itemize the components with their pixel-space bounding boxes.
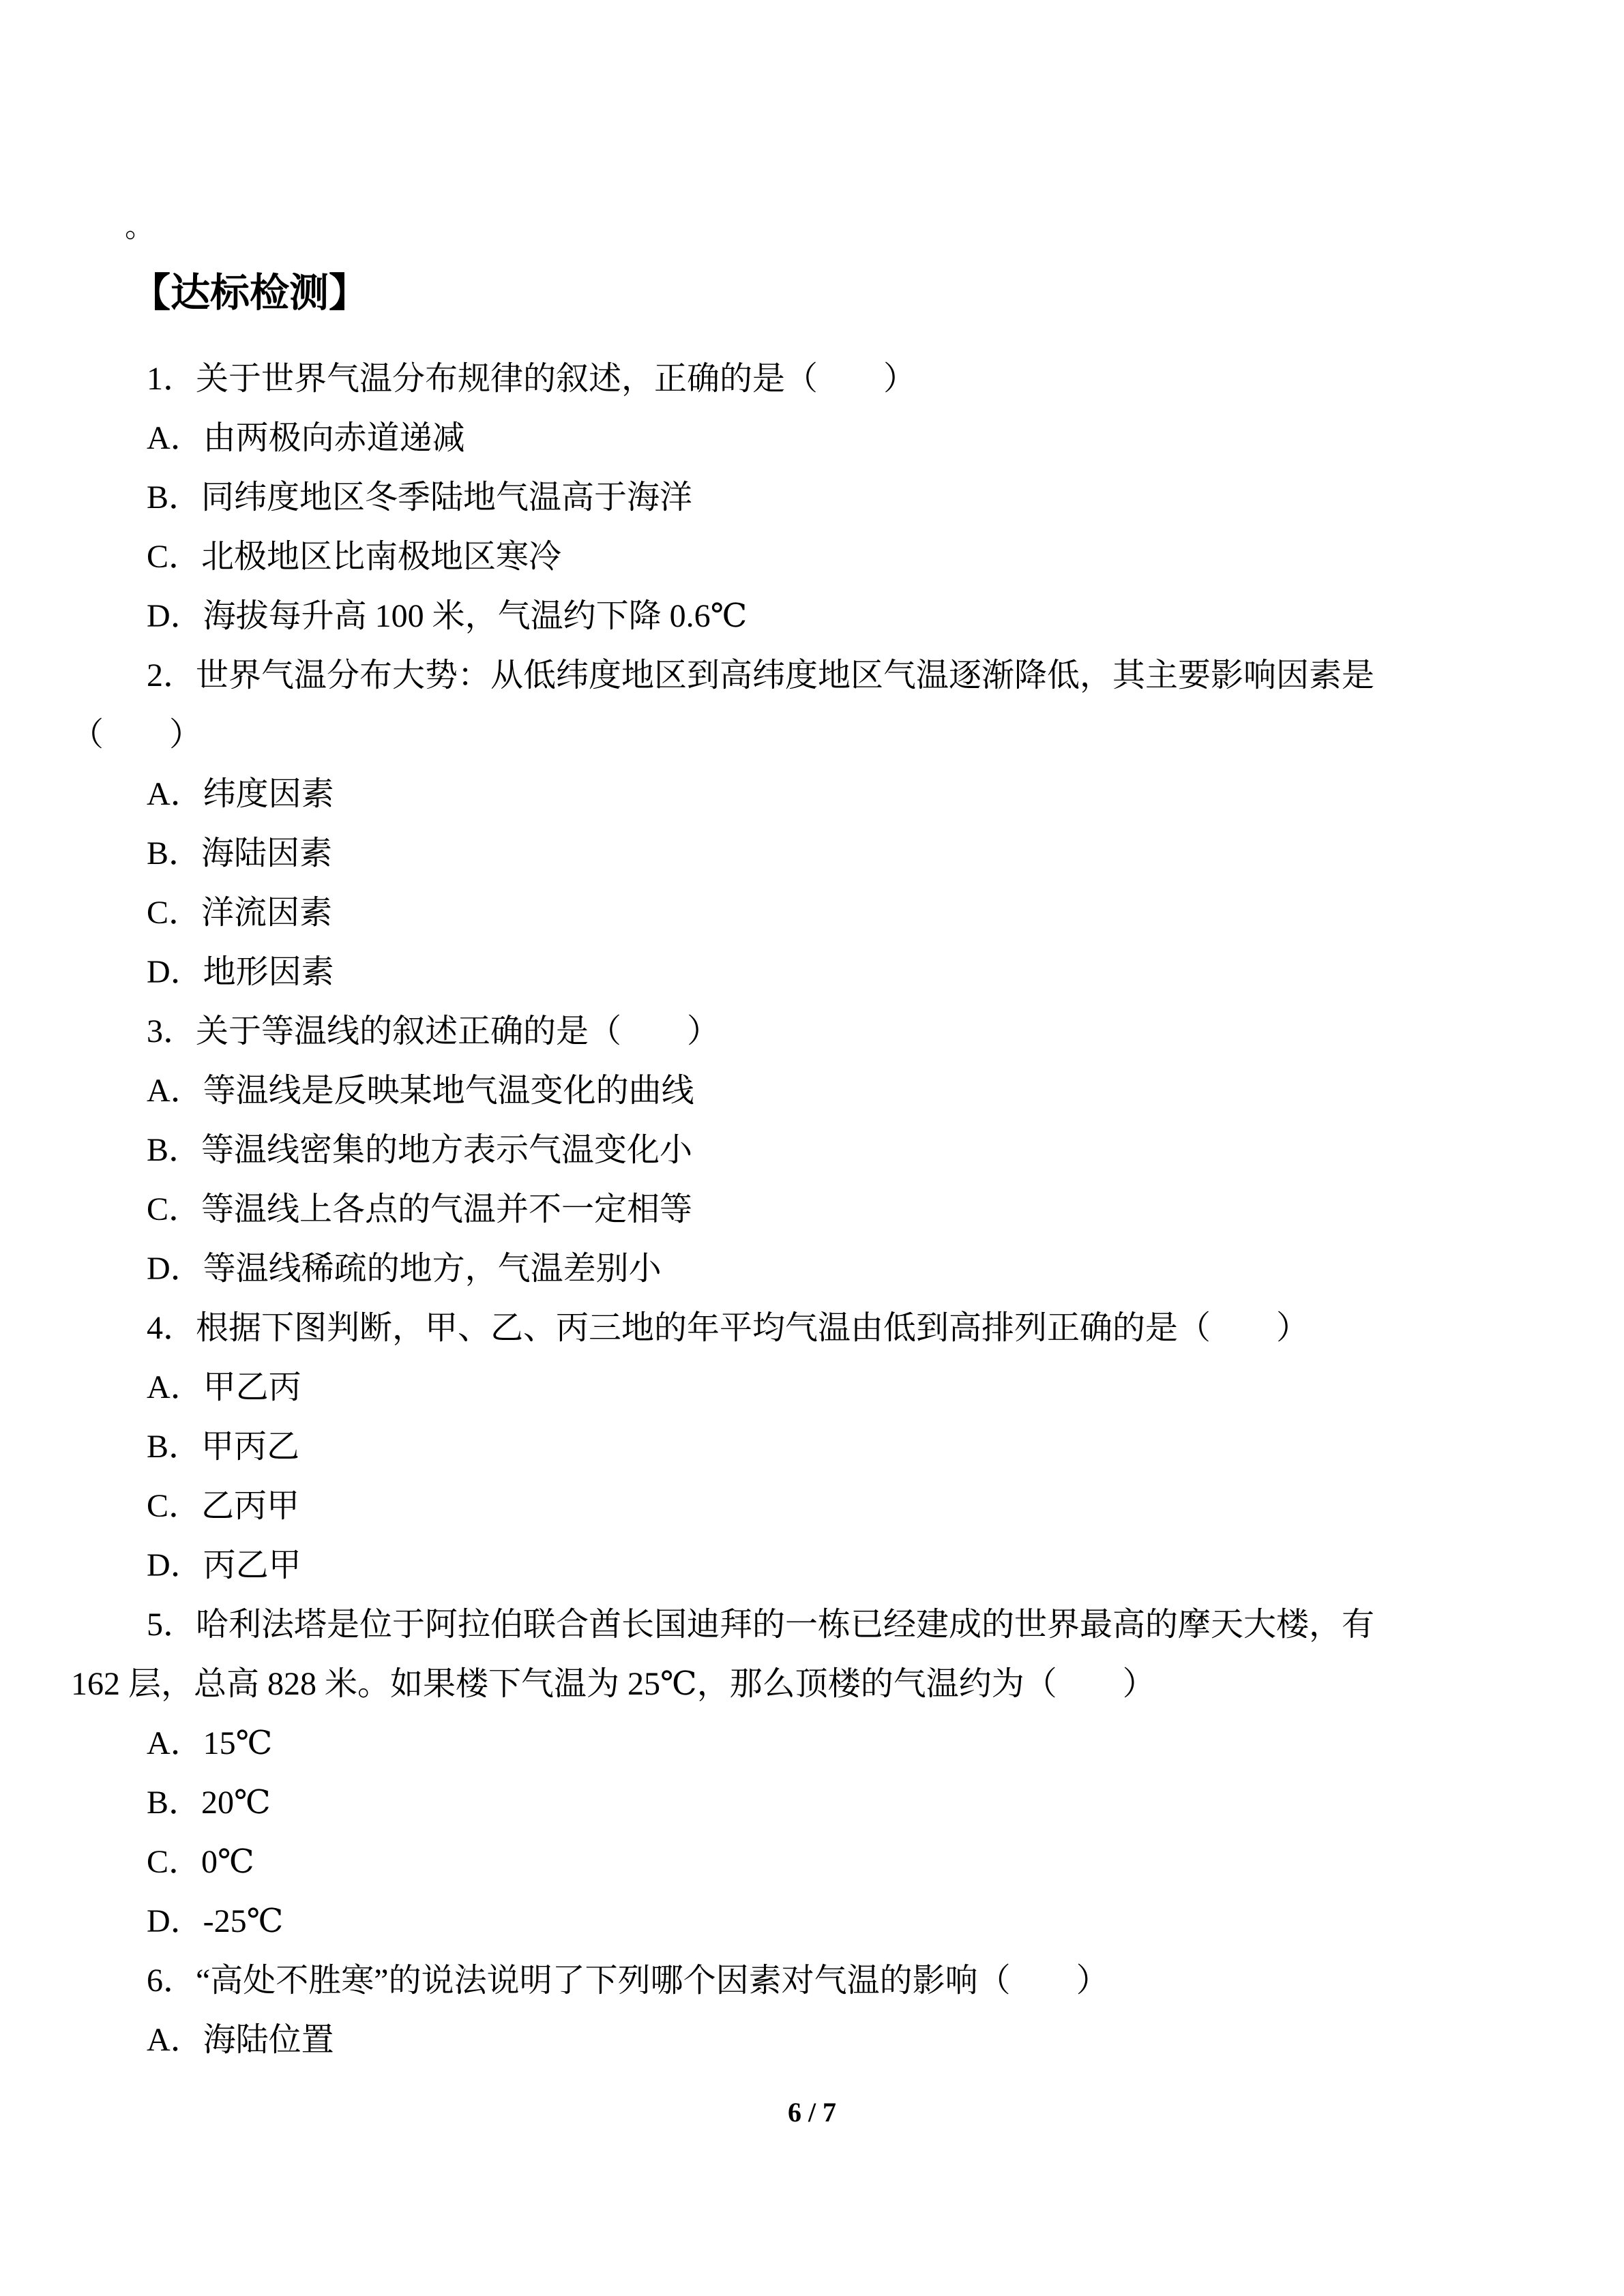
option-text: -25℃ [203,1903,284,1939]
question-3-stem-line-1: 3．关于等温线的叙述正确的是（ ） [147,1013,720,1049]
option-text: 等温线密集的地方表示气温变化小 [201,1132,693,1168]
question-1-option-D [71,586,1556,646]
question-4 [71,1298,1556,1595]
question-2 [71,646,1556,1002]
question-4-option-B [71,1417,1556,1476]
option-label: B． [147,1429,202,1465]
option-label: A． [147,1725,203,1761]
option-label: A． [147,776,203,812]
question-3-option-B [71,1120,1556,1180]
question-6 [71,1951,1556,2070]
page-number-indicator: 6 / 7 [787,2097,837,2128]
option-label: A． [147,2022,203,2058]
question-5-stem-line-1: 5．哈利法塔是位于阿拉伯联合酋长国迪拜的一栋已经建成的世界最高的摩天大楼，有 [147,1607,1375,1643]
question-2-option-D [71,942,1556,1002]
question-5-option-A [71,1714,1556,1773]
question-1 [71,349,1556,646]
question-3-option-D [71,1239,1556,1298]
option-label: B． [147,835,202,871]
option-label: D． [147,1251,203,1287]
option-text: 地形因素 [203,954,334,990]
section-heading: 【达标检测】 [131,271,369,315]
question-4-option-D [71,1536,1556,1595]
option-text: 甲丙乙 [201,1429,300,1465]
option-text: 等温线是反映某地气温变化的曲线 [203,1073,694,1109]
question-2-option-C [71,883,1556,942]
option-text: 20℃ [201,1785,271,1821]
option-label: C． [147,1844,202,1880]
option-text: 0℃ [201,1844,254,1880]
option-label: B． [147,479,202,516]
question-3-option-C [71,1180,1556,1239]
question-5-option-C [71,1832,1556,1892]
option-label: A． [147,420,203,456]
option-text: 由两极向赤道递减 [203,420,465,456]
question-5-stem-line-2: 162 层，总高 828 米。如果楼下气温为 25℃，那么顶楼的气温约为（ ） [71,1666,1155,1702]
option-text: 甲乙丙 [203,1369,301,1405]
option-text: 乙丙甲 [201,1488,300,1524]
option-label: B． [147,1132,202,1168]
question-2-stem-line-2: （ ） [71,717,203,753]
questions [71,349,1556,2070]
option-text: 同纬度地区冬季陆地气温高于海洋 [201,479,693,516]
document-content [71,0,1556,2070]
question-5-option-D [71,1892,1556,1951]
stray-punctuation: 。 [125,210,155,243]
question-2-stem-line-1: 2．世界气温分布大势：从低纬度地区到高纬度地区气温逐渐降低，其主要影响因素是 [147,657,1375,694]
option-label: D． [147,598,203,634]
option-label: C． [147,1488,202,1524]
option-label: C． [147,539,202,575]
option-text: 海陆因素 [201,835,333,871]
question-5-option-B [71,1773,1556,1832]
option-text: 等温线上各点的气温并不一定相等 [201,1191,693,1227]
question-2-option-B [71,824,1556,883]
option-label: C． [147,1191,202,1227]
option-label: A． [147,1073,203,1109]
question-1-stem-line-1: 1．关于世界气温分布规律的叙述，正确的是（ ） [147,361,917,397]
question-4-stem-line-1: 4．根据下图判断，甲、乙、丙三地的年平均气温由低到高排列正确的是（ ） [147,1310,1310,1346]
question-5 [71,1595,1556,1951]
option-label: D． [147,1903,203,1939]
question-6-option-A [71,2010,1556,2070]
option-label: B． [147,1785,202,1821]
option-text: 15℃ [203,1725,273,1761]
question-6-stem-line-1: 6．“高处不胜寒”的说法说明了下列哪个因素对气温的影响（ ） [147,1963,1109,1999]
question-4-option-C [71,1476,1556,1536]
option-text: 海陆位置 [203,2022,334,2058]
option-text: 北极地区比南极地区寒冷 [201,539,562,575]
option-text: 洋流因素 [201,895,333,931]
question-1-option-B [71,468,1556,527]
option-text: 纬度因素 [203,776,334,812]
option-text: 海拔每升高 100 米，气温约下降 0.6℃ [203,598,748,634]
question-4-option-A [71,1358,1556,1417]
question-3-option-A [71,1061,1556,1120]
option-label: C． [147,895,202,931]
question-1-option-C [71,527,1556,586]
option-label: A． [147,1369,203,1405]
option-label: D． [147,1547,203,1583]
question-3 [71,1002,1556,1298]
option-text: 丙乙甲 [203,1547,301,1583]
option-label: D． [147,954,203,990]
question-2-option-A [71,764,1556,824]
option-text: 等温线稀疏的地方，气温差别小 [203,1251,662,1287]
question-1-option-A [71,408,1556,468]
